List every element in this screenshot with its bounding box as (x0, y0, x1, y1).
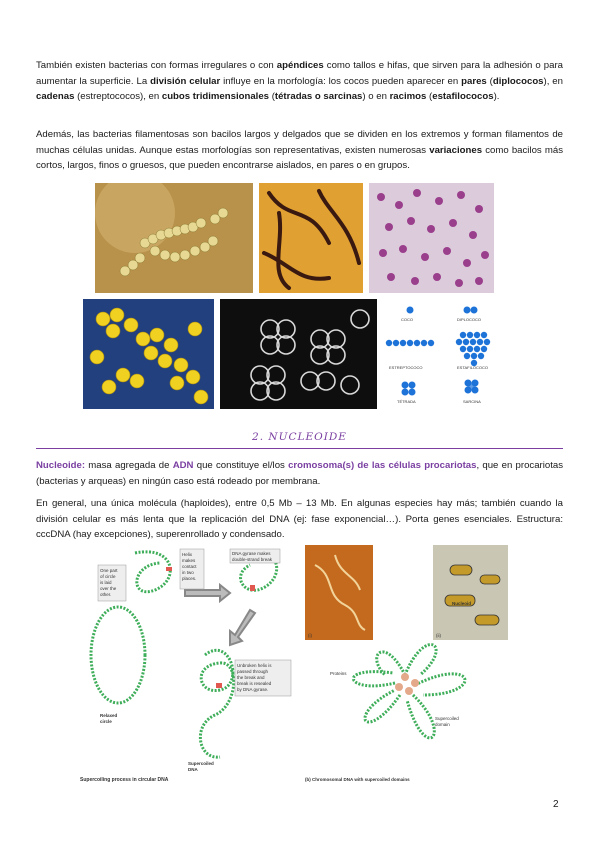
text-run: Además, las bacterias filamentosas son bacilos largos y delgados que se dividen en los extremos y forman filamentos de muchas células unidas. Aunque estas morfologías son representativas, existen numerosas (36, 129, 563, 156)
text-run: que constituye el/los (193, 460, 289, 471)
bold-term: división celular (150, 75, 221, 87)
note4-line: the break and (237, 675, 265, 680)
note4-line: passed through (237, 669, 269, 674)
domain-label: Supercoiled (435, 716, 459, 721)
label-estafilococo: ESTAFILOCOCO (457, 365, 489, 370)
text-run: En general, una única molécula (haploides), entre 0,5 Mb – 13 Mb. En algunas especies hay más; también cuando la división celular es más lenta que la replicación del DNA (ej: fase exponencial…). Porta genes esenciales. Estructura: cccDNA (hay excepciones), superenrollado y condensado. (36, 498, 563, 540)
micrograph-staphylococci-sem (83, 299, 214, 409)
bold-term: variaciones (429, 144, 483, 156)
note3-line: DNA gyrase makes (232, 551, 271, 556)
text-run: (estreptococos), en (74, 91, 162, 102)
note1-line: over the (100, 586, 117, 591)
domain-label: domain (435, 722, 450, 727)
note2-line: in two (182, 570, 194, 575)
note1-line: other. (100, 592, 112, 597)
note3-line: double-strand break (232, 557, 273, 562)
bold-term: racimos (389, 91, 427, 102)
note2-line: places. (182, 576, 197, 581)
paragraph-nucleoid-definition (36, 458, 563, 489)
label-sarcina: SARCINA (463, 399, 481, 404)
micrograph-sarcina-fluorescence (220, 299, 377, 409)
label-coco: COCO (401, 317, 413, 322)
label-diplococo: DIPLOCOCO (457, 317, 482, 322)
text-run: También existen bacterias con formas irregulares o con (36, 60, 277, 71)
figure-chromosome-domains (305, 545, 523, 785)
section-title: 2. NUCLEOIDE (252, 431, 347, 443)
text-run: ( (486, 75, 493, 87)
text-run: ( (269, 91, 275, 102)
text-run: , que en procariotas (bacterias y arqueas) en ningún caso está rodeado por membrana. (36, 460, 563, 487)
note2-line: Helix (182, 552, 193, 557)
morphology-diagram (383, 299, 503, 409)
section-divider (36, 448, 563, 449)
note1-line: One part (100, 568, 118, 573)
note4-line: Unbroken helix is (237, 663, 272, 668)
micrograph-filaments-stained (259, 183, 363, 293)
bold-term: tétradas o sarcinas (274, 91, 363, 102)
bold-term: pares (461, 75, 487, 87)
paragraph-nucleoid-structure (36, 496, 563, 543)
label-estreptococo: ESTREPTOCOCO (389, 365, 423, 370)
text-run: masa agregada de (85, 460, 173, 471)
note1-line: of circle (100, 574, 116, 579)
bold-term: diplococos (492, 75, 544, 87)
page-number: 2 (553, 799, 559, 810)
highlight-term: ADN (172, 460, 194, 471)
paragraph-morphology (36, 58, 563, 105)
text-run: como tallos e hifas, que sirven para la adhesión o para aumentar la superficie. La (36, 60, 564, 87)
supercoiled-label: Supercoiled (188, 761, 214, 766)
note1-line: is laid (100, 580, 112, 585)
micrograph-cocci-stained (369, 183, 494, 293)
nucleoid-label: Nucleoid (452, 601, 472, 606)
text-run: ( (426, 91, 433, 102)
note4-line: break is resealed (237, 681, 272, 686)
paragraph-filamentous (36, 127, 563, 174)
chromosome-caption: (b) Chromosomal DNA with supercoiled domains (305, 777, 410, 782)
note2-line: contact (182, 564, 197, 569)
proteins-label: Proteins (330, 671, 347, 676)
relaxed-label: circle (100, 719, 112, 724)
supercoil-caption: Supercoiling process in circular DNA (80, 777, 169, 783)
highlight-term: Nucleoide: (36, 460, 86, 471)
figure-supercoiling-process (80, 545, 295, 785)
text-run: ) o en (362, 91, 390, 102)
label-tetrada: TÉTRADA (397, 399, 416, 404)
note4-line: by DNA gyrase. (237, 687, 269, 692)
relaxed-label: Relaxed (100, 713, 118, 718)
note2-line: makes (182, 558, 196, 563)
supercoiled-label: DNA (188, 767, 198, 772)
bold-term: cubos tridimensionales (161, 91, 270, 102)
panel-i-label: (i) (308, 633, 312, 638)
text-run: influye en la morfología: los cocos pueden aparecer en (220, 75, 462, 87)
text-run: ). (493, 91, 500, 102)
panel-ii-label: (ii) (436, 633, 441, 638)
micrograph-streptococci-sem (95, 183, 253, 293)
text-run: ), en (543, 75, 563, 87)
bold-term: apéndices (276, 60, 324, 71)
bold-term: estafilococos (432, 91, 494, 102)
text-run: como bacilos más cortos, largos, finos o gruesos, que pueden encontrarse aislados, en pares o en grupos. (36, 144, 563, 171)
highlight-term: cromosoma(s) de las células procariotas (288, 460, 477, 471)
bold-term: cadenas (36, 91, 75, 102)
